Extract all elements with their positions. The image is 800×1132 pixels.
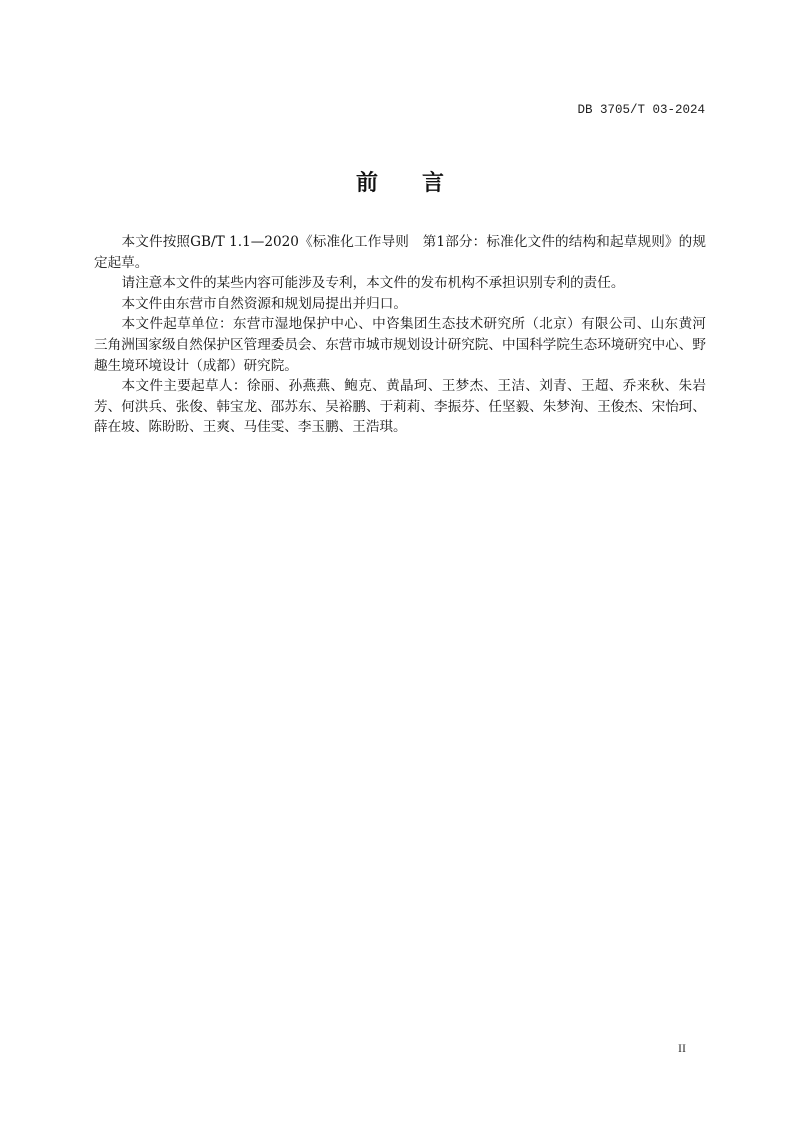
document-code: DB 3705/T 03-2024 [577, 103, 705, 117]
paragraph-drafting-units: 本文件起草单位：东营市湿地保护中心、中咨集团生态技术研究所（北京）有限公司、山东黄河三角洲国家级自然保护区管理委员会、东营市城市规划设计研究院、中国科学院生态环境研究中心、野趣生境环境设计（成都）研究院。 [94, 316, 706, 374]
paragraph-drafting-rules: 本文件按照GB/T 1.1—2020《标准化工作导则 第1部分：标准化文件的结构和起草规则》的规定起草。 [94, 234, 706, 271]
page-number: II [678, 1041, 686, 1055]
page-title [0, 166, 800, 197]
title-char-2: 言 [422, 171, 445, 196]
foreword-body [94, 232, 706, 438]
title-char-1: 前 [355, 171, 378, 196]
paragraph-proposer: 本文件由东营市自然资源和规划局提出并归口。 [121, 295, 407, 312]
paragraph-drafters: 本文件主要起草人：徐丽、孙燕燕、鲍克、黄晶珂、王梦杰、王洁、刘青、王超、乔来秋、朱岩芳、何洪兵、张俊、韩宝龙、邵苏东、吴裕鹏、于莉莉、李振芬、任坚毅、朱梦洵、王俊杰、宋怡珂、薛在坡、陈盼盼、王爽、马佳雯、李玉鹏、王浩琪。 [94, 378, 706, 436]
paragraph-patent-notice: 请注意本文件的某些内容可能涉及专利，本文件的发布机构不承担识别专利的责任。 [121, 275, 625, 292]
